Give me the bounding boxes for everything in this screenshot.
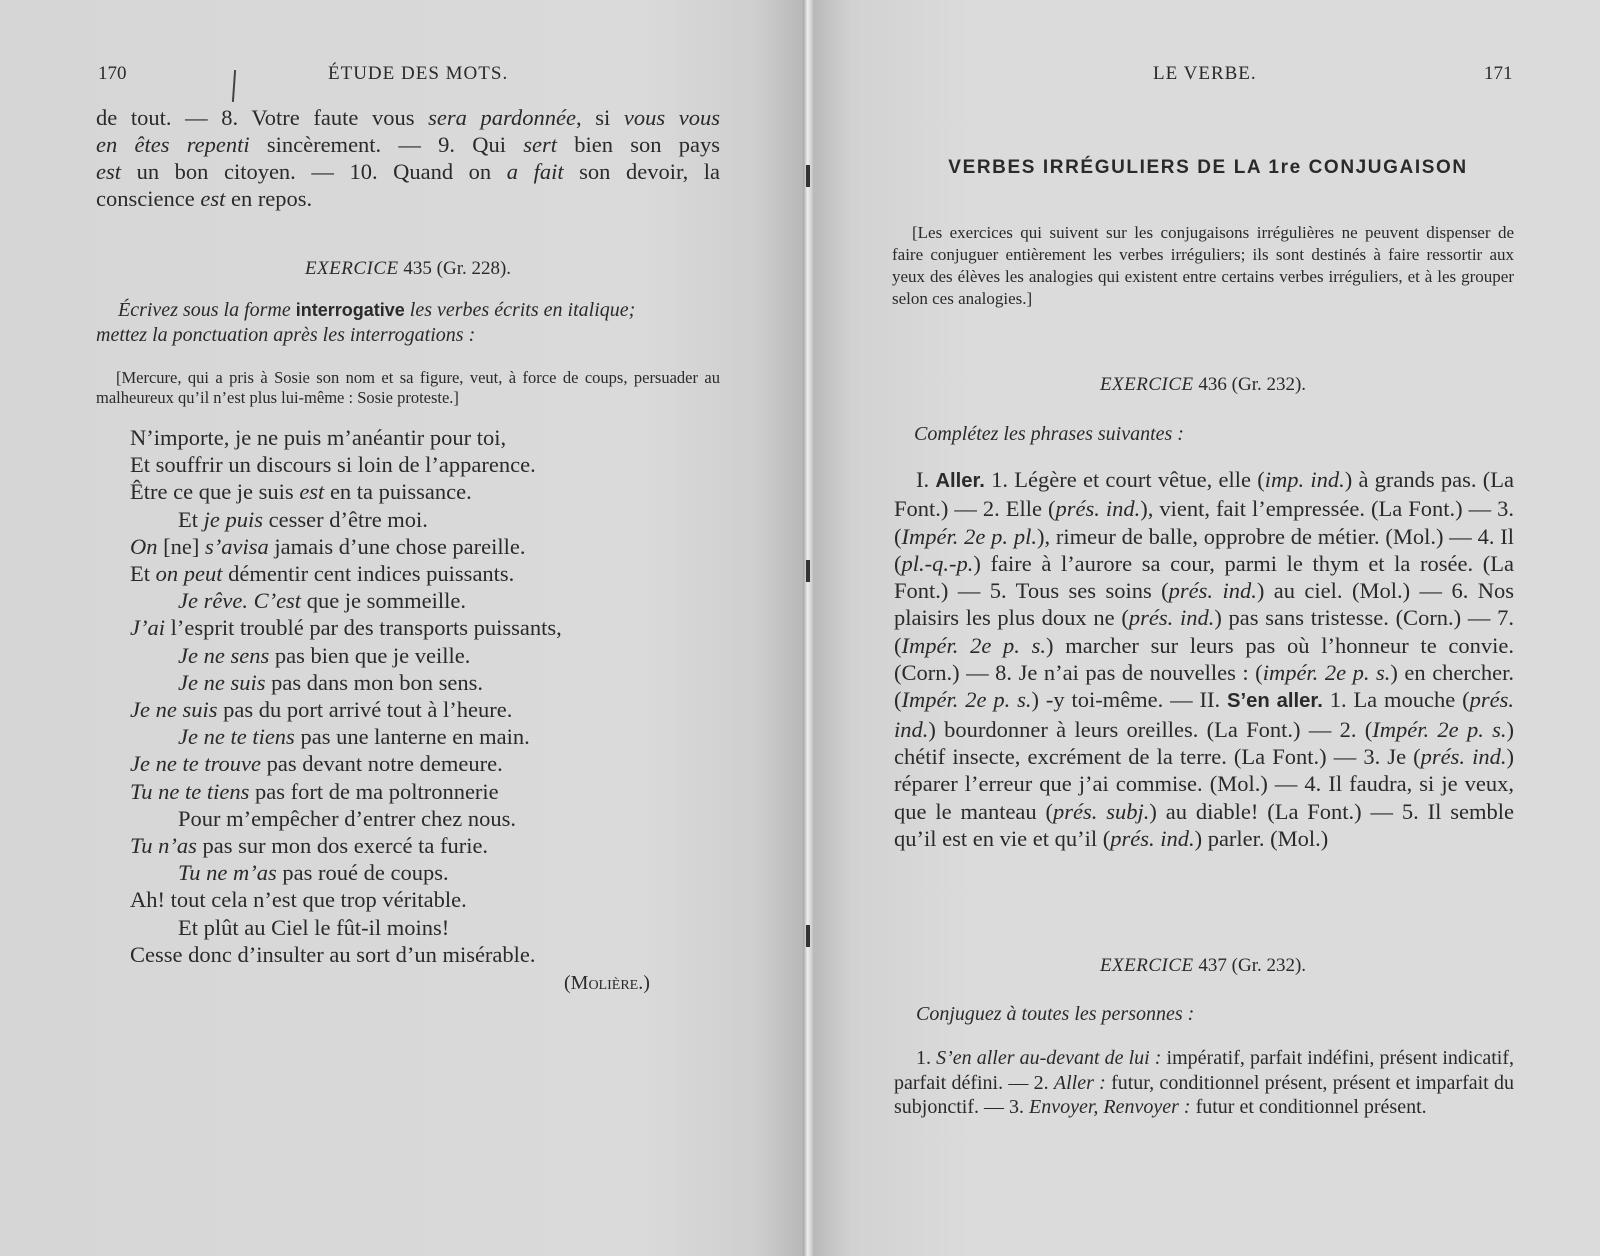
- italic-text: prés. ind.: [1055, 496, 1141, 522]
- italic-verb: est: [299, 479, 325, 505]
- italic-verb: Je ne suis: [178, 669, 266, 695]
- binding-stitch: [806, 925, 810, 947]
- text: , si: [575, 105, 624, 130]
- text: démentir cent indices puissants.: [222, 561, 515, 587]
- italic-verb: Je ne te trouve: [130, 751, 261, 777]
- text: en repos.: [225, 186, 313, 211]
- italic-verb: s’avisa: [204, 533, 269, 559]
- exercise-436-heading: [892, 374, 1514, 396]
- poem-line: [130, 805, 562, 832]
- text: N’importe, je ne puis m’anéantir pour toi,: [130, 425, 507, 450]
- italic-text: Impér. 2e p. pl.: [901, 523, 1037, 549]
- poem-line: [130, 533, 562, 560]
- italic-text: pl.-q.-p.: [901, 550, 974, 576]
- text: ) au ciel. (Mol.) — 6. Nos plaisirs les plus doux ne (: [894, 578, 1515, 631]
- italic-text: impér. 2e p. s.: [1262, 660, 1391, 686]
- exercise-437-heading: [892, 955, 1514, 977]
- italic-text: Envoyer, Renvoyer :: [1029, 1096, 1191, 1118]
- italic-text: sera pardonnée: [428, 105, 576, 130]
- poem-line: [130, 560, 562, 587]
- text: pas dans mon bon sens.: [265, 669, 483, 695]
- poem-line: [130, 859, 562, 886]
- text: Être ce que je suis: [130, 479, 300, 505]
- text: ) -y toi-même. — II.: [1031, 687, 1228, 713]
- italic-text: a fait: [506, 159, 564, 184]
- poem-line: [130, 914, 562, 941]
- section-note: [Les exercices qui suivent sur les conjugaisons irrégulières ne peuvent dispenser de faire conjuguer entièrement les verbes irréguliers; ils sont destinés à faire ressortir aux yeux des élèves les analogies qui existent entre certains verbes irréguliers, et à les grouper selon ces analogies.]: [892, 223, 1514, 308]
- italic-text: prés. ind.: [1168, 578, 1257, 604]
- text: ) parler. (Mol.): [1194, 825, 1329, 851]
- exercise-heading: [96, 258, 720, 280]
- poem-line: [130, 424, 562, 451]
- text: ) chétif insecte, excrément de la terre. (La Font.) — 3. Je (: [894, 716, 1514, 769]
- text: 1. Légère et court vêtue, elle (: [984, 467, 1265, 492]
- page-number: 170: [98, 63, 127, 84]
- poem-line: [130, 451, 562, 478]
- poem-credit: (Molière.): [564, 972, 650, 994]
- italic-text: Aller :: [1053, 1071, 1106, 1094]
- running-head: LE VERBE.: [1153, 63, 1257, 84]
- italic-verb: Tu n’as: [130, 833, 197, 859]
- page-number: 171: [1484, 63, 1513, 84]
- exercise-number: 435: [403, 258, 432, 279]
- exercise-436-instruction: Complétez les phrases suivantes :: [914, 423, 1184, 445]
- italic-verb: Je rêve. C’est: [178, 588, 302, 614]
- text: son devoir, la: [563, 159, 720, 184]
- exercise-number: 436: [1198, 374, 1227, 395]
- exercise-title: EXERCICE: [1099, 955, 1194, 976]
- italic-verb: Je ne sens: [178, 642, 270, 668]
- book-gutter: [803, 0, 813, 1256]
- italic-verb: je puis: [203, 506, 263, 532]
- text: pas sur mon dos exercé ta furie.: [196, 833, 489, 859]
- italic-text: est: [200, 186, 226, 211]
- text: un bon citoyen. — 10. Quand on: [121, 159, 507, 184]
- italic-verb: Je ne suis: [130, 697, 218, 723]
- text: ) à grands pas. (La Font.) — 2. Elle (: [894, 467, 1514, 522]
- poem-line: [130, 723, 562, 750]
- text: jamais d’une chose pareille.: [268, 533, 526, 559]
- poem-line: [130, 506, 562, 533]
- text: pas du port arrivé tout à l’heure.: [217, 697, 513, 723]
- text-line: [96, 131, 720, 158]
- italic-text: S’en aller au-devant de lui :: [936, 1047, 1162, 1069]
- text-line: [96, 185, 720, 212]
- text: Et: [130, 561, 156, 587]
- text: [ne]: [157, 533, 205, 559]
- poem-line: [130, 886, 562, 913]
- italic-text: sert: [523, 132, 558, 157]
- italic-verb: Tu ne m’as: [178, 860, 277, 886]
- poem-line: [130, 778, 562, 805]
- poem-line: [130, 669, 562, 696]
- text: ), vient, fait l’empressée. (La Font.) — 3. (: [894, 496, 1514, 549]
- text: bien son pays: [557, 132, 720, 157]
- poem-line: [130, 696, 562, 723]
- italic-text: vous vous: [623, 105, 720, 130]
- exercise-number: 437: [1198, 955, 1227, 976]
- text: cesser d’être moi.: [263, 506, 428, 532]
- instruction-bold: interrogative: [295, 300, 405, 320]
- text: l’esprit troublé par des transports puissants,: [164, 615, 562, 641]
- text: 1. La mouche (: [1322, 687, 1470, 713]
- text: Et: [178, 506, 204, 532]
- italic-text: prés. subj.: [1053, 798, 1150, 824]
- text: de tout. — 8. Votre faute vous: [96, 105, 429, 130]
- poem-line: [130, 832, 562, 859]
- text: I.: [916, 467, 936, 492]
- poem: [130, 424, 562, 968]
- exercise-title: EXERCICE: [304, 258, 399, 279]
- section-title: VERBES IRRÉGULIERS DE LA 1re CONJUGAISON: [948, 157, 1468, 178]
- exercise-instruction: [96, 298, 720, 348]
- text: ) réparer l’erreur que j’ai commise. (Mol.) — 4. Il faudra, si je veux, que le manteau (: [894, 743, 1515, 824]
- text: futur et conditionnel présent.: [1190, 1096, 1427, 1118]
- text: ) faire à l’aurore sa cour, parmi le thym et la rosée. (La Font.) — 5. Tous ses soins (: [894, 550, 1514, 604]
- text: sincèrement. — 9. Qui: [249, 132, 524, 157]
- bold-heading: Aller.: [935, 470, 985, 492]
- text: pas roué de coups.: [276, 860, 449, 886]
- exercise-ref: (Gr. 228).: [436, 258, 512, 279]
- text: ) marcher sur leurs pas où l’honneur te convie. (Corn.) — 8. Je n’ai pas de nouvelles : (: [894, 632, 1514, 686]
- text: ) bourdonner à leurs oreilles. (La Font.) — 2. (: [928, 716, 1373, 742]
- italic-text: prés. ind.: [894, 687, 1515, 742]
- italic-verb: Tu ne te tiens: [130, 778, 250, 804]
- text: Et plût au Ciel le fût-il moins!: [178, 914, 450, 940]
- text: pas fort de ma poltronnerie: [249, 778, 499, 804]
- exercise-ref: (Gr. 232).: [1231, 374, 1307, 395]
- italic-verb: On: [130, 533, 158, 559]
- text: ) au diable! (La Font.) — 5. Il semble qu’il est en vie et qu’il (: [894, 798, 1514, 851]
- text: Pour m’empêcher d’entrer chez nous.: [178, 805, 516, 831]
- text: en ta puissance.: [324, 479, 472, 505]
- poem-line: [130, 614, 562, 641]
- text: ) pas sans tristesse. (Corn.) — 7. (: [894, 605, 1514, 658]
- exercise-437-body: [894, 1046, 1514, 1120]
- instruction-part1: Écrivez sous la forme: [118, 299, 291, 321]
- exercise-437-instruction: Conjuguez à toutes les personnes :: [916, 1003, 1195, 1025]
- text-line: [96, 104, 720, 131]
- italic-verb: J’ai: [130, 615, 165, 641]
- italic-text: Impér. 2e p. s.: [901, 687, 1032, 713]
- text: pas une lanterne en main.: [294, 724, 530, 750]
- text: futur, conditionnel présent, présent et imparfait du subjonctif. — 3.: [894, 1071, 1514, 1118]
- poem-line: [130, 941, 562, 968]
- text: impératif, parfait indéfini, présent indicatif, parfait défini. — 2.: [894, 1047, 1514, 1094]
- running-head: ÉTUDE DES MOTS.: [328, 63, 509, 84]
- italic-text: en êtes repenti: [96, 132, 250, 157]
- text: ), rimeur de balle, opprobre de métier. (Mol.) — 4. Il (: [894, 523, 1514, 576]
- italic-text: prés. ind.: [1110, 825, 1195, 851]
- exercise-ref: (Gr. 232).: [1231, 955, 1307, 976]
- italic-text: prés. ind.: [1128, 605, 1215, 631]
- instruction-line2: mettez la ponctuation après les interrogations :: [96, 324, 476, 346]
- text-line: [96, 158, 720, 185]
- text: pas bien que je veille.: [269, 642, 471, 668]
- text: Et souffrir un discours si loin de l’apparence.: [130, 452, 536, 478]
- text: 1.: [916, 1047, 937, 1069]
- italic-text: Impér. 2e p. s.: [1372, 716, 1507, 742]
- pencil-mark: [232, 70, 236, 102]
- text: conscience: [96, 186, 201, 211]
- intro-paragraph: [96, 104, 720, 212]
- exercise-title: EXERCICE: [1099, 374, 1194, 395]
- poem-line: [130, 478, 562, 505]
- poem-line: [130, 587, 562, 614]
- binding-stitch: [806, 560, 810, 582]
- poem-line: [130, 642, 562, 669]
- text: Ah! tout cela n’est que trop véritable.: [130, 887, 467, 913]
- instruction-part2: les verbes écrits en italique;: [409, 299, 636, 321]
- italic-verb: on peut: [155, 561, 223, 587]
- italic-text: imp. ind.: [1264, 467, 1345, 492]
- binding-stitch: [806, 165, 810, 187]
- italic-text: prés. ind.: [1420, 743, 1507, 769]
- poem-line: [130, 750, 562, 777]
- italic-text: est: [96, 159, 121, 184]
- italic-text: Impér. 2e p. s.: [901, 632, 1047, 658]
- text: ) en chercher. (: [894, 660, 1515, 713]
- exercise-note: [Mercure, qui a pris à Sosie son nom et sa figure, veut, à force de coups, persuader au malheureux qu’il n’est plus lui-même : Sosie proteste.]: [96, 368, 720, 407]
- text: Cesse donc d’insulter au sort d’un misérable.: [130, 941, 536, 967]
- exercise-436-body: [894, 466, 1514, 852]
- italic-verb: Je ne te tiens: [178, 724, 295, 750]
- text: pas devant notre demeure.: [260, 751, 503, 777]
- bold-heading: S’en aller.: [1227, 690, 1323, 713]
- text: que je sommeille.: [301, 588, 467, 614]
